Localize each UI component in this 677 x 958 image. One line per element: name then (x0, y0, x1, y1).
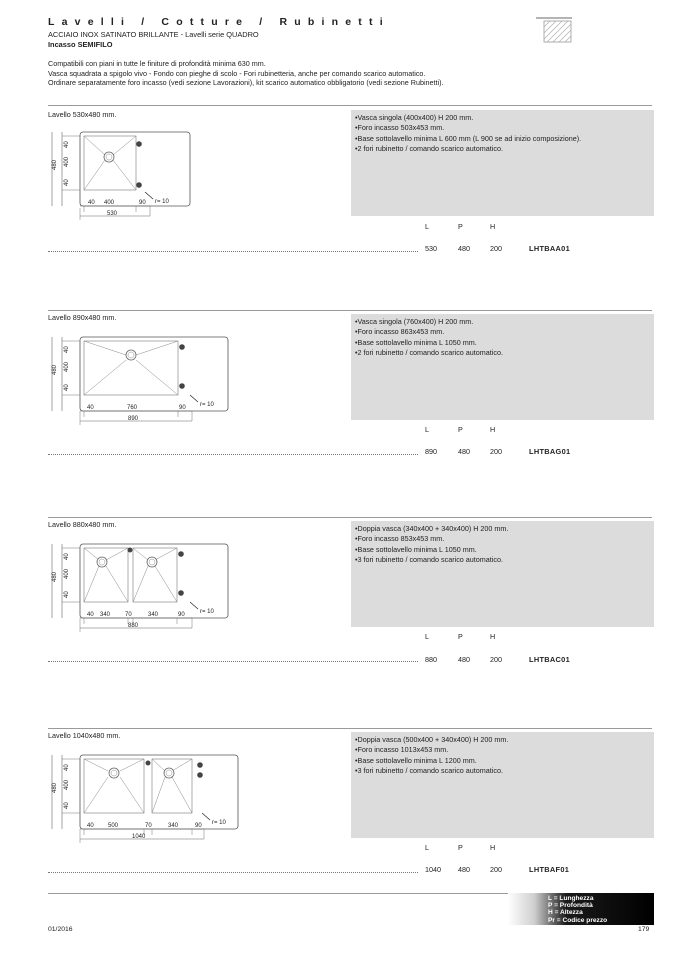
sink-drawing-4 (44, 743, 244, 843)
dim-label: 70 (125, 612, 132, 618)
dotted-leader (48, 661, 418, 662)
dim-label: 340 (148, 612, 159, 618)
dim-label: 40 (87, 823, 94, 829)
dim-label: 760 (127, 405, 138, 411)
product-label: Lavello 1040x480 mm. (48, 731, 121, 740)
dim-label: 40 (64, 553, 70, 560)
dim-label: 40 (87, 612, 94, 618)
value-h: 200 (490, 447, 502, 456)
dim-label: 90 (179, 405, 186, 411)
spec-item: • Vasca singola (760x400) H 200 mm. (355, 317, 654, 327)
dim-label: 40 (64, 141, 70, 148)
dim-label: 70 (145, 823, 152, 829)
tap-hole-icon (179, 344, 185, 350)
legend-item: Pr = Codice prezzo (548, 916, 608, 924)
bottom-divider (48, 893, 508, 894)
sink-drawing-1 (44, 120, 194, 220)
product-code: LHTBAG01 (529, 447, 571, 456)
dim-label: 400 (64, 156, 70, 167)
legend-item: L = Lunghezza (548, 895, 594, 902)
dim-height: 480 (52, 782, 58, 793)
tap-hole-icon (179, 383, 185, 389)
spec-item: • 3 fori rubinetto / comando scarico automatico. (355, 555, 654, 565)
tap-hole-icon (136, 141, 142, 147)
value-p: 480 (458, 244, 470, 253)
dim-label: 40 (64, 346, 70, 353)
spec-item: • Foro incasso 503x453 mm. (355, 123, 654, 133)
value-h: 200 (490, 865, 502, 874)
intro-line: Vasca squadrata a spigolo vivo - Fondo con pieghe di scolo - Fori rubinetteria, anche per comando scarico automatico. (48, 68, 426, 78)
spec-item: • Base sottolavello minima L 1200 mm. (355, 756, 654, 766)
dim-label: 90 (139, 200, 146, 206)
dim-label: 40 (64, 384, 70, 391)
tap-hole-icon (197, 772, 203, 778)
dim-label: 500 (108, 823, 119, 829)
dim-label: 90 (195, 823, 202, 829)
dim-total: 1040 (132, 834, 146, 840)
col-header-h: H (490, 843, 496, 852)
spec-item: • 3 fori rubinetto / comando scarico automatico. (355, 766, 654, 776)
spec-item: • Vasca singola (400x400) H 200 mm. (355, 113, 654, 123)
tap-hole-icon (197, 762, 203, 768)
spec-item: • Foro incasso 863x453 mm. (355, 327, 654, 337)
spec-item: • Doppia vasca (340x400 + 340x400) H 200 mm. (355, 524, 654, 534)
value-l: 530 (425, 244, 437, 253)
dotted-leader (48, 454, 418, 455)
sink-drawing-3 (44, 532, 234, 632)
tap-hole-icon (128, 548, 133, 553)
product-label: Lavello 530x480 mm. (48, 110, 117, 119)
value-h: 200 (490, 244, 502, 253)
tap-hole-icon (146, 761, 151, 766)
spec-item: • Base sottolavello minima L 600 mm (L 900 se ad inizio composizione). (355, 134, 654, 144)
section-divider (48, 517, 652, 518)
spec-item: • 2 fori rubinetto / comando scarico automatico. (355, 348, 654, 358)
product-label: Lavello 890x480 mm. (48, 313, 117, 322)
product-label: Lavello 880x480 mm. (48, 520, 117, 529)
dim-label: 40 (64, 179, 70, 186)
legend-item: H = Altezza (548, 909, 583, 917)
dim-height: 480 (52, 571, 58, 582)
legend-text (548, 895, 607, 924)
tap-hole-icon (136, 182, 142, 188)
dim-label: 400 (104, 200, 115, 206)
dim-total: 530 (107, 211, 118, 217)
spec-item: • Foro incasso 1013x453 mm. (355, 745, 654, 755)
dim-label: 90 (178, 612, 185, 618)
tap-hole-icon (178, 590, 184, 596)
dim-label: 400 (64, 779, 70, 790)
spec-item: • 2 fori rubinetto / comando scarico automatico. (355, 144, 654, 154)
dim-height: 480 (52, 159, 58, 170)
product-code: LHTBAA01 (529, 244, 570, 253)
dim-height: 480 (52, 364, 58, 375)
spec-box (351, 110, 654, 216)
value-l: 1040 (425, 865, 441, 874)
intro-line: Ordinare separatamente foro incasso (vedi sezione Lavorazioni), kit scarico automatico obbligatorio (vedi sezione Rubinetti). (48, 78, 444, 88)
dim-label: 40 (64, 764, 70, 771)
col-header-h: H (490, 222, 496, 231)
tap-hole-icon (178, 551, 184, 557)
col-header-l: L (425, 843, 429, 852)
page-number: 179 (638, 926, 650, 933)
product-code: LHTBAF01 (529, 865, 570, 874)
dim-label: 340 (168, 823, 179, 829)
radius-label: r= 10 (212, 820, 226, 826)
section-divider (48, 728, 652, 729)
spec-box (351, 521, 654, 627)
spec-box (351, 732, 654, 838)
dim-label: 40 (87, 405, 94, 411)
dim-label: 400 (64, 568, 70, 579)
radius-label: r= 10 (200, 609, 214, 615)
legend-item: P = Profondità (548, 902, 593, 910)
section-divider (48, 310, 652, 311)
value-l: 880 (425, 655, 437, 664)
section-divider (48, 105, 652, 106)
sink-drawing-2 (44, 325, 234, 425)
dotted-leader (48, 872, 418, 873)
col-header-h: H (490, 425, 496, 434)
intro-line: Compatibili con piani in tutte le finiture di profondità minima 630 mm. (48, 59, 266, 68)
col-header-p: P (458, 632, 463, 641)
radius-label: r= 10 (200, 402, 214, 408)
dim-total: 880 (128, 623, 139, 629)
spec-item: • Base sottolavello minima L 1050 mm. (355, 545, 654, 555)
spec-item: • Foro incasso 853x453 mm. (355, 534, 654, 544)
spec-item: • Doppia vasca (500x400 + 340x400) H 200 mm. (355, 735, 654, 745)
dim-label: 340 (100, 612, 111, 618)
value-p: 480 (458, 447, 470, 456)
value-l: 890 (425, 447, 437, 456)
col-header-l: L (425, 425, 429, 434)
section-subtitle: Incasso SEMIFILO (48, 40, 113, 49)
footer-date: 01/2016 (48, 926, 73, 933)
col-header-p: P (458, 425, 463, 434)
col-header-l: L (425, 632, 429, 641)
hatched-logo-icon (536, 17, 572, 43)
page-title: Lavelli / Cotture / Rubinetti (48, 16, 390, 28)
dim-label: 40 (64, 591, 70, 598)
value-h: 200 (490, 655, 502, 664)
dim-label: 40 (64, 802, 70, 809)
col-header-p: P (458, 843, 463, 852)
product-code: LHTBAC01 (529, 655, 570, 664)
spec-item: • Base sottolavello minima L 1050 mm. (355, 338, 654, 348)
col-header-l: L (425, 222, 429, 231)
page-subtitle: ACCIAIO INOX SATINATO BRILLANTE - Lavelli serie QUADRO (48, 30, 259, 39)
dim-label: 400 (64, 361, 70, 372)
radius-label: r= 10 (155, 199, 169, 205)
dim-label: 40 (88, 200, 95, 206)
intro-text (48, 59, 568, 88)
value-p: 480 (458, 865, 470, 874)
dim-total: 890 (128, 416, 139, 422)
dotted-leader (48, 251, 418, 252)
col-header-p: P (458, 222, 463, 231)
spec-box (351, 314, 654, 420)
col-header-h: H (490, 632, 496, 641)
value-p: 480 (458, 655, 470, 664)
